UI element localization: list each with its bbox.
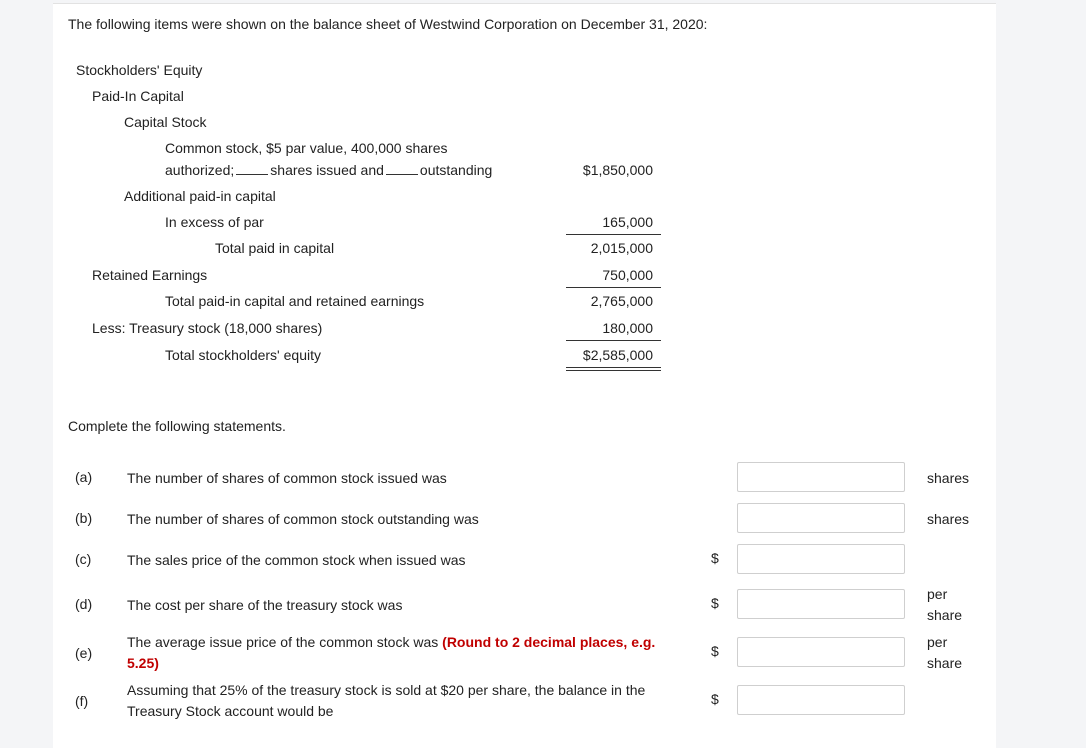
question-letter: (b) [75, 510, 93, 526]
capital-stock-heading: Capital Stock [124, 114, 207, 130]
rule-2 [566, 287, 661, 288]
question-text: The number of shares of common stock issued was [127, 470, 447, 486]
question-text: The cost per share of the treasury stock was [127, 597, 403, 613]
unit-label: per share [927, 586, 963, 623]
question-text: The average issue price of the common stock was (Round to 2 decimal places, e.g. 5.25) [127, 634, 656, 671]
intro-text: The following items were shown on the balance sheet of Westwind Corporation on December 31, 2020: [68, 16, 708, 32]
double-rule-bottom [566, 370, 661, 371]
question-letter: (e) [75, 645, 93, 661]
total-paid-label: Total paid in capital [215, 240, 335, 256]
rounding-hint: (Round to 2 decimal places, e.g. 5.25) [127, 634, 656, 671]
common-stock-line1: Common stock, $5 par value, 400,000 shares [165, 140, 448, 156]
answer-f-input[interactable] [737, 685, 905, 715]
treasury-label: Less: Treasury stock (18,000 shares) [92, 320, 323, 336]
retained-label: Retained Earnings [92, 267, 208, 283]
question-letter: (d) [75, 596, 93, 612]
total-pic-re-label: Total paid-in capital and retained earnings [165, 293, 425, 309]
dollar-sign: $ [711, 643, 719, 659]
unit-label: shares [927, 511, 970, 527]
total-pic-re-value: 2,765,000 [590, 293, 653, 309]
in-excess-label: In excess of par [165, 214, 264, 230]
total-se-value: $2,585,000 [582, 347, 653, 363]
dollar-sign: $ [711, 595, 719, 611]
question-letter: (a) [75, 469, 93, 485]
question-text: The sales price of the common stock when issued was [127, 552, 466, 568]
in-excess-value: 165,000 [602, 214, 653, 230]
unit-label: shares [927, 470, 970, 486]
answer-e-input[interactable] [737, 637, 905, 667]
common-stock-line2: authorized; shares issued and outstanding [165, 162, 493, 178]
question-letter: (c) [75, 551, 92, 567]
rule-1 [566, 234, 661, 235]
question-text: The number of shares of common stock outstanding was [127, 511, 479, 527]
dollar-sign: $ [711, 691, 719, 707]
apic-heading: Additional paid-in capital [124, 188, 276, 204]
paid-in-capital-heading: Paid-In Capital [92, 88, 184, 104]
answer-c-input[interactable] [737, 544, 905, 574]
total-paid-value: 2,015,000 [590, 240, 653, 256]
issued-blank [236, 162, 268, 175]
retained-value: 750,000 [602, 267, 653, 283]
answer-a-input[interactable] [737, 462, 905, 492]
stockholders-equity-heading: Stockholders' Equity [76, 62, 203, 78]
rule-3 [566, 340, 661, 341]
outstanding-blank [386, 162, 418, 175]
answer-d-input[interactable] [737, 589, 905, 619]
unit-label: per share [927, 634, 963, 671]
question-text: Assuming that 25% of the treasury stock is sold at $20 per share, the balance in the Treasury Stock account would be [127, 682, 646, 719]
double-rule-top [566, 367, 661, 368]
total-se-label: Total stockholders' equity [165, 347, 321, 363]
treasury-value: 180,000 [602, 320, 653, 336]
dollar-sign: $ [711, 550, 719, 566]
answer-b-input[interactable] [737, 503, 905, 533]
common-stock-value: $1,850,000 [582, 162, 653, 178]
instructions: Complete the following statements. [68, 418, 286, 434]
question-letter: (f) [75, 693, 89, 709]
